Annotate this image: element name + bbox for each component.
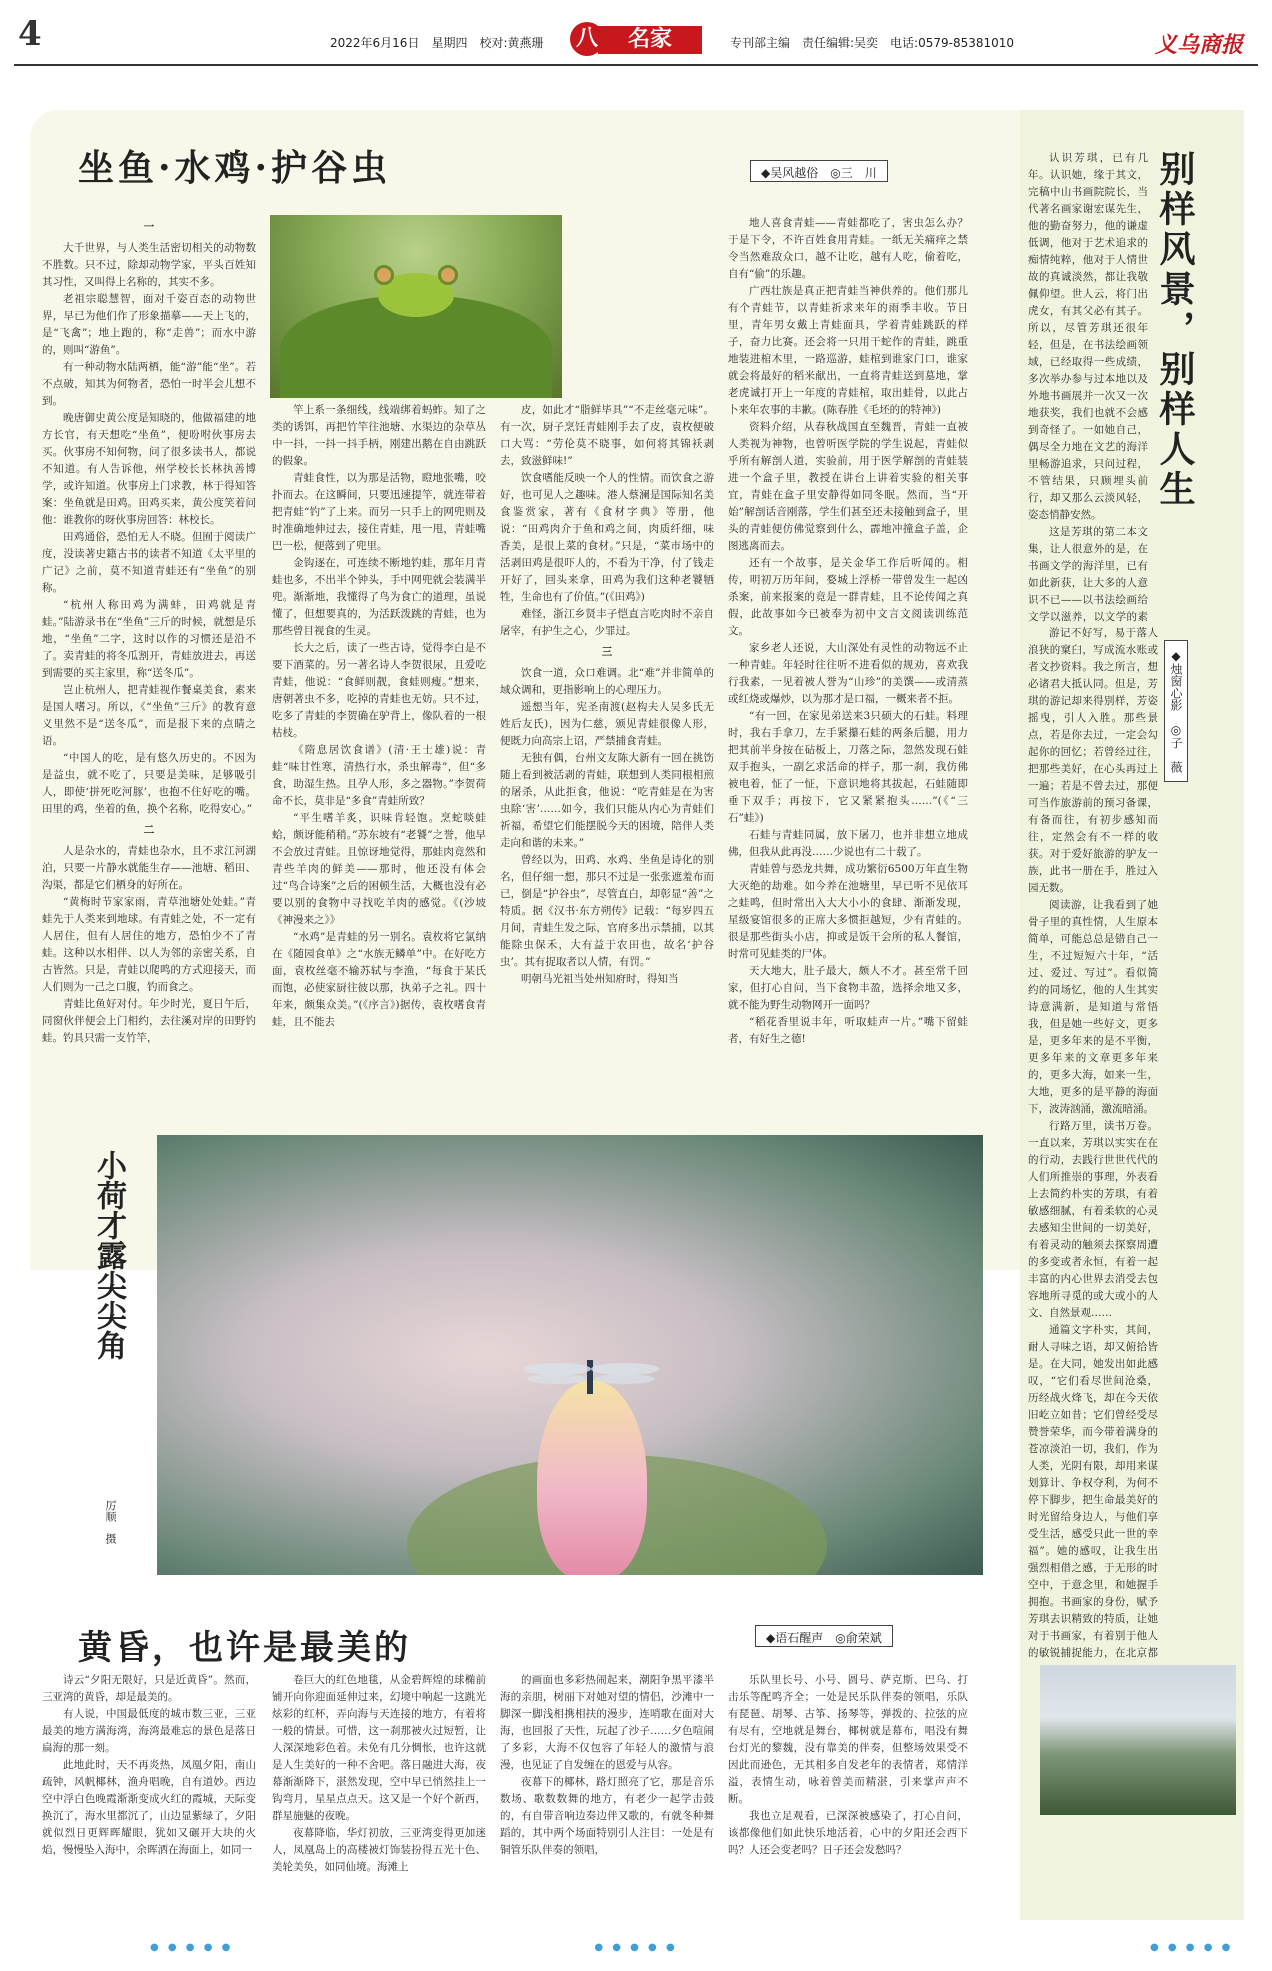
paragraph: 明朝马光祖当处州知府时，得知当 [521,973,679,985]
paragraph: 青蛙比鱼好对付。年少时光，夏日午后，同窗伙伴便会上门相约，去往溪对岸的田野钓蛙。钓具只需一支竹竿， [42,998,256,1044]
paragraph: 夜幕降临，华灯初放，三亚湾变得更加迷人，凤凰岛上的高楼被灯饰装扮得五光十色、美轮美奂，如同仙境。海滩上 [272,1827,486,1873]
frog-eye-left [374,265,394,285]
paragraph: 金钩逐在，可连续不断地钓蛙，那年月青蛙也多，不出半个钟头，手中网兜就会装满半兜。渐渐地，我懂得了鸟为食亡的道理，虽说懂了，但想要真的，为活跃泼跳的青蛙，也为那些曾目视食的生灵。 [272,557,486,637]
section-name: 名家 [598,26,702,54]
article1-column-3 [500,402,714,1092]
article3-column-1 [1028,625,1158,1660]
section-glyph-icon: 八 [570,22,604,56]
dragonfly-icon [517,1355,667,1395]
paragraph: “黄梅时节家家雨，青草池塘处处蛙。”青蛙先于人类来到地球。有青蛙之处，不一定有人居住，但有人居住的地方，恐怕少不了青蛙。这种以水相伴、以人为邻的亲密关系，自古皆然。只是，青蛙以爬鸣的方式迎接天，而人们则为一己之口腹，钓而食之。 [42,896,256,993]
paragraph: 资料介绍，从春秋战国直至魏晋，青蛙一直被人类视为神物，也曾听医学院的学生说起，青蛙似乎所有解剖人道，实验前，用于医学解剖的青蛙装进一个盒子里，教授在讲台上讲着实验的相关事宜，青蛙在盒子里安静得如同冬眠。然而，当“开始”解剖话音刚落，学生们甚至还未接触到盒子，里头的青蛙便仿佛觉察到什么，霹地冲撞盒子盖，企图逃离而去。 [728,421,968,552]
footer-dots-left: ● ● ● ● ● [150,1942,234,1953]
paragraph: 石蛙与青蛙同属，放下屠刀，也并非想立地成佛，但我从此再没……少说也有二十载了。 [728,829,968,858]
paragraph: “中国人的吃，是有悠久历史的。不因为是益虫，就不吃了，只要是美味，足够吸引人，即使‘拼死吃河豚’，也抱不住好吃的嘴。田里的鸡，坐着的鱼，换个名称，吃得安心。” [42,752,256,815]
paragraph: 的画面也多彩热闹起来，潮阳争黑平漆半海的亲朋，树丽下对她对望的情侣，沙滩中一脚深一脚浅相携相扶的漫步，连哨歌在面对大海，也回报了天性，玩起了沙子……夕色喧闹了多彩，大海不仅包容了年轻人的激情与浪漫，也见证了自发缠在的恩爱与从容。 [500,1674,714,1771]
paragraph: 此地此时，天不再炎热，凤凰夕阳，南山疏钟，风帆椰林，渔舟唱晚，自有道妙。西边空中浮白色晚霞渐渐变成火红的霞城，天际变换沉了，海水里都沉了，山边显紫绿了，夕阳就似烈日更辉晖耀眼，犹如又碾开大块的火焰，慢慢坠入海中，余晖洒在海面上，如同一 [42,1759,256,1856]
paragraph: 这是芳琪的第二本文集，让人很意外的是，在书画文学的海洋里，已有如此新获，让大多的人意识不已——以书法绘画给文学以滋养，以文学的素 [1028,526,1148,623]
paragraph: 二 [143,824,155,836]
paragraph: 诗云“夕阳无限好，只是近黄昏”。然而，三亚湾的黄昏，却是最美的。 [42,1674,256,1703]
paragraph: 我也立足观看，已深深被感染了，打心自问，该都像他们如此快乐地活着，心中的夕阳还会西下吗？人还会变老吗？日子还会发愁吗？ [728,1810,968,1856]
paragraph: 青蛙食性，以为那是活物，瞪地张嘴，咬扑而去。在这瞬间，只要迅速提竿，就连带着把青蛙“钓”了上来。而另一只手上的网兜则及时准确地伸过去，接住青蛙，甩一甩，青蛙嘴巴一松，便落到了兜里。 [272,472,486,552]
footer-dots-center: ● ● ● ● ● [594,1942,678,1953]
article1-column-4 [728,215,968,1095]
paragraph: 一 [143,221,155,233]
article2-column-4 [728,1672,968,1932]
article3-byline: ◆烛窗心影 ◎子 薇 [1164,640,1188,782]
paragraph: 有人说，中国最低度的城市数三亚，三亚最美的地方满海湾，海湾最难忘的景色是落日扁海的那一刻。 [42,1708,256,1754]
paragraph: 夜幕下的椰林，路灯照亮了它，那是音乐数场、歌数数舞的地方，有老少一起学击鼓的，有自带音响边奏边伴又歌的，有就冬种舞蹈的，其中两个场面特别引人注目：一处是有铜管乐队伴奏的领唱， [500,1776,714,1856]
paragraph: 家乡老人还说，大山深处有灵性的动物远不止一种青蛙。年轻时往往听不进看似的规劝，喜欢我行我素，一见着被人誉为“山珍”的美馔——或清蒸或红烧或爆炒，以为那才是口福，一概来者不拒。 [728,642,968,705]
paragraph: 饮食一道，众口难调。北“难”并非简单的域众调和，更指影响上的心理压力。 [500,667,714,696]
section-logo [570,22,702,56]
paragraph: 天大地大，肚子最大，颇人不才。甚至常千回家，但打心自问，当下食物丰盈，选择余地又多，就不能为野生动物网开一面吗？ [728,965,968,1011]
paragraph: 三 [601,646,613,658]
photo-credit: 厉顺 摄 [104,1500,117,1544]
editor-line: 专刊部主编 责任编辑:吴奕 电话:0579-85381010 [730,36,1015,50]
article3-column-top [1028,150,1148,625]
paragraph: “有一回，在家见弟送来3只硕大的石蛙。料理时，我右手拿刀，左手紧攥石蛙的两条后腿，用力把其前半身按在砧板上，刀落之际，忽然发现石蛙双手抱头，一副乞求活命的样子，那一刹，我仿佛被电着，怔了一怔，下意识地将其拔起，石蛙随即垂下双手；再按下，它又紧紧抱头……”(《“三石”蛙》) [728,710,968,824]
paragraph: “杭州人称田鸡为满蚌，田鸡就是青蛙。”陆游录书在“坐鱼”三斤的时候，就想是乐地，“坐鱼”二字，这时以作的习惯还是沿不了。卖青蛙的将冬瓜割开，青蛙放进去，再送到需要的买主家里，称“送冬瓜”。 [42,599,256,679]
paragraph: 认识芳琪，已有几年。认识她，缘于其文，完稿中山书画院院长，当代著名画家谢宏谋先生，他的勤奋努力，他的谦虚低调，他对于艺术追求的痴情纯粹，他对于人情世故的真诚淡然，都让我敬佩仰望。世人云，将门出虎女，有其父必有其子。所以，尽管芳琪还很年轻，但是，在书法绘画领域，已经取得一些成绩，多次举办参与过本地以及外地书画展并一次又一次地获奖，我们也就不会感到奇怪了。一如她自己，偶尽全力地在文艺的海洋里畅游追求，只问过程，不管结果，只顾埋头前行，却又那么云淡风轻，姿态悄静安然。 [1028,152,1148,521]
paragraph: 广西壮族是真正把青蛙当神供养的。他们那儿有个青蛙节，以青蛙祈求来年的雨季丰收。节日里，青年男女戴上青蛙面具，学着青蛙跳跃的样子，奋力比赛。还会将一只用干蛇作的青蛙，跳重地装进棺木里，一路巡游，蛙棺到谁家门口，谁家就会将最好的稻米献出，一直将青蛙送到墓地，掌老虎诚打开上一年度的青蛙棺，取出蛙骨，以此占卜来年农事的丰歉。(陈春胜《毛坯的的特神》) [728,285,968,416]
paragraph: 无独有偶，台州文友陈大新有一回在挑饬随上看到被活剥的青蛙，联想到人类同根相煎的屠杀，从此拒食，他说：“吃青蛙是在为害虫除‘害’……如今，我们只能从内心为青蛙们祈福，希望它们能摆脱今天的困境，陪伴人类走向和谐的未来。” [500,752,714,849]
frog-eye-right [438,265,458,285]
paragraph: 通篇文字朴实，其间，耐人寻味之语，却又俯拾皆是。在大同，她发出如此感叹，“它们看尽世间沧桑，历经战火烽飞，却在今天依旧屹立如昔；它们曾经受尽赞誉荣华，而今带着满身的苍凉淡泊一切，我们，作为人类，光阴有限，却用来谋划算计、争权夺利，为何不停下脚步，把生命最美好的时光留给身边人，与他们享受生活，感受只此一世的幸福”。她的感叹，让我生出强烈相借之感，于无形的时空中，于意念里，和她握手拥抱。书画家的身份，赋予芳琪去识精致的特质，让她对于书画家，有着别于他人的敏锐捕捉能力，在北京都 [1028,1324,1158,1659]
article2-column-3 [500,1672,714,1932]
paragraph: 卷巨大的红色地毯，从金碧辉煌的球椭前铺开向你迎面延伸过来，幻境中响起一这跳光炫彩的红杯，弄向海与天连接的地方，有着将一般的情景。可惜，这一刹那被火过短暂，让人深深地彩色着。未免有几分惆怅，也许这就是人生美好的一种不舍吧。落日融进大海，夜幕渐渐降下，湛然发现，空中早已悄然挂上一钩弯月，星星点点天。这又是一个好个新西，群星施魅的夜晚。 [272,1674,486,1822]
mountain-photo [1040,1665,1236,1815]
paragraph: “水鸡”是青蛙的另一别名。袁枚将它氯纳在《随园食单》之“水族无鳞单”中。在好吃方面，袁枚丝毫不输苏轼与李渔，“每食于某氏而饱，必使家厨往彼以那，执弟子之礼。四十年来，颇集众美。”(《序言》)据传，袁枚嗜食青蛙，且不能去 [272,931,486,1028]
article2-column-1 [42,1672,256,1932]
paragraph: “稻花香里说丰年，听取蛙声一片。”嘴下留蛙者，有好生之德! [728,1016,968,1045]
paragraph: 皮，如此才“脂鲜毕具”“不走丝毫元味”。有一次，厨子烹饪青蛙刚手去了皮，袁枚便破口大骂：“劳伦莫不晓事，如何将其锦袄剥去，致滋鲜味!” [500,404,714,467]
newspaper-brand: 义乌商报 [1155,32,1244,58]
paragraph: 曾经以为，田鸡、水鸡、坐鱼是诗化的别名，但仔细一想，那只不过是一张张遮羞布而已，倒是“护谷虫”，尽管直白，却彰显“善”之特质。据《汉书·东方朔传》记载：“每岁四五月间，青蛙生发之际，官府多出示禁捕，以其能除虫保禾，大有益于农田也，故名‘护谷虫’。其有捉取者以人情，有罚。” [500,854,714,968]
header-divider [14,64,1258,66]
paragraph: “平生嗜羊炙，识味肯轻饱。烹蛇啖蛙蛤，颇讶能稍稍。”苏东坡有“老饕”之誉，他早不会放过青蛙。且惊讶地觉得，那蛙肉竟然和青些羊肉的鲜美——那时，他还没有体会过“鸟合诗案”之后的困顿生活，大概也没有必要以别的食物中寻找吃羊肉的感觉。《(沙坡《神漫来之》》 [272,812,486,926]
frog-photo [270,215,562,398]
paragraph: 《隋息居饮食谱》(清·王士雄)说：青蛙“味甘性寒，清热行水，杀虫解毒”，但“多食，助湿生热。且孕人形，多之器物。”李贺荷命不长，莫非是“多食”青蛙所致？ [272,744,486,807]
article3-title: 别样风景，别样人生 [1154,150,1196,510]
paragraph: 人是杂水的，青蛙也杂水，且不求江河湖泊，只要一片静水就能生存——池塘、稻田、沟渠，都是它们栖身的好所在。 [42,845,256,891]
paragraph: 岂止杭州人，把青蛙视作餐桌美食，素来是国人嗜习。所以，《“坐鱼”三斤》的教育意义里然不是“送冬瓜”，而是报下来的点睛之语。 [42,684,256,747]
paragraph: 难怪，浙江乡贤丰子恺直言吃肉时不亲自屠宰，有护生之心，少罪过。 [500,608,714,637]
paragraph: 晚唐御史黄公度是知晓的，他做福建的地方长官，有天想吃“坐鱼”，便吩咐伙事房去买。伙事房不知何物，问了很多读书人，都说不知道。有人告诉他，州学校长长林执善博学，或许知道。伙事房上门求教，林于得知答案：坐鱼就是田鸡。田鸡买来，黄公度笑着问他：谁教你的呀伙事房回答：林校长。 [42,412,256,526]
paragraph: 竿上系一条细线，线端绑着蚂蚱。知了之类的诱饵，再把竹竿往池塘、水渠边的杂草丛中一抖，一抖一抖手柄，刚建出鹅在自由跳跃的假象。 [272,404,486,467]
paragraph: 地人喜食青蛙——青蛙都吃了，害虫怎么办？于是下令，不许百姓食用青蛙。一纸无关痛痒之禁令当然难敌众口，越不让吃，越有人吃，偷着吃，自有“偷”的乐趣。 [728,217,968,280]
footer-dots-right: ● ● ● ● ● [1150,1942,1234,1953]
article2-byline: ◆语石醒声 ◎俞荣斌 [755,1625,893,1647]
paragraph: 游记不好写，易于落人浪狭的窠臼，写成流水账或者文抄资料。我之所言，想必诸君大抵认同。但是，芳琪的游记却来得别样，芳姿摇曳，引人入胜。那些景点，若是你去过，一定会勾起你的回忆；若曾经过往，把那些美好，在心头再过上一遍；若是不曾去过，那便可当作旅游前的预习备课，有备而往，有初步感知而往，定然会有不一样的收获。对于爱好旅游的驴友一族，此书一册在手，胜过入园无数。 [1028,627,1158,894]
paragraph: 青蛙曾与恐龙共舞，成功繁衍6500万年直生物大灭绝的劫难。如今养在池塘里，早已听不见依耳之蛙鸣，但时常出入大大小小的食肆、渐渐发现，星级宴馆很多的正席大多惯拒越短，少有青蛙的。很是那些街头小店，抑或是饭干会所的私人餐馆，时常可见蛙类的尸体。 [728,863,968,960]
article1-column-1 [42,215,256,1095]
lotus-bud-shape [537,1380,647,1575]
article1-title: 坐鱼·水鸡·护谷虫 [78,147,392,189]
page-number: 4 [18,14,42,54]
article2-column-2 [272,1672,486,1932]
photo-caption-title: 小荷才露尖尖角 [91,1150,126,1360]
paragraph: 乐队里长号、小号、圆号、萨克斯、巴乌、打击乐等配鸣齐全；一处是民乐队伴奏的领唱，乐队有琵琶、胡琴、古筝、扬琴等，弹拨的、拉弦的应有尽有，空地就是舞台，椰树就是幕布，唱没有舞台灯光的黎魏，没有靠美的伴奏，但整场效果受不因此而逊色，无其相多自发老年的表情者，郑情洋溢，表情生动，咏着曾美而精湛，引来掌声声不断。 [728,1674,968,1805]
paragraph: 田鸡通俗，恐怕无人不晓。但囿于阅读广度，没读著史籍古书的读者不知道《太平里的广记》之前，莫不知道青蛙还有“坐鱼”的别称。 [42,531,256,594]
paragraph: 行路万里，读书万卷。一直以来，芳琪以实实在在的行动，去践行世世代代的人们所推崇的事理，外表看上去简约朴实的芳琪，有着敏感细腻，有着柔软的心灵去感知尘世间的一切美好，有着灵动的触须去探察周遭的多变或者永恒，有着一起丰富的内心世界去消受去包容地所寻觅的或大或小的人文、自然景观…… [1028,1120,1158,1319]
paragraph: 阅读游，让我看到了她骨子里的真性情，人生原本简单，可能总总是错自己一生，不过短短六十年，“活过、爱过、写过”。看似简约的同场忆，他的人生其实诗意满新，是知道与常悟我，但是她一些好文，更多是，更多年来的是不平衡，更多年来的文章更多年来的，更多大海，如来一生，大地，更多的是平静的海面下，波涛汹涌，激流暗涌。 [1028,899,1158,1115]
article2-title: 黄昏，也许是最美的 [78,1628,411,1668]
paragraph: 老祖宗聪慧智，面对千姿百态的动物世界，早已为他们作了形象描摹——天上飞的，是“飞禽”；地上跑的，称“走兽”；而水中游的，则叫“游鱼”。 [42,293,256,356]
paragraph: 遥想当年，宪圣南渡(赵构夫人吴多氏无姓后友氏)，因为仁慈，颁见青蛙很像人形，便既力向高宗上诏，严禁捕食青蛙。 [500,701,714,747]
paragraph: 还有一个故事，是关金华工作后听闻的。相传，明初万历年间，婺城上浮桥一带曾发生一起凶杀案，前来报案的竟是一群青蛙，且不论传闻之真假，此故事如今已被奉为初中文言文阅读训练范文。 [728,557,968,637]
article1-byline: ◆吴风越俗 ◎三 川 [750,160,888,182]
paragraph: 饮食嗜能反映一个人的性情。而饮食之游好，也可见人之趣味。港人蔡澜是国际知名美食鉴赏家，著有《食材字典》等册，他说：“田鸡肉介于鱼和鸡之间，肉质纤细，味香美，是很上菜的食材。”只是，“菜市场中的活剥田鸡是很吓人的，不看为干净，付了钱走开好了，回头来拿，田鸡为我们这种老饕牺牲，生命也有了价值。”(《田鸡》) [500,472,714,603]
paragraph: 长大之后，读了一些古诗，觉得李白是不要下酒菜的。另一著名诗人李贺很尿，且爱吃青蛙，他说：“食鲜则靓，食蛙则瘦。”想来，唐朝著虫不多，吃掉的青蛙也无妨。只不过，吃多了青蛙的李贺确在驴背上，像队着的一根枯枝。 [272,642,486,739]
date-line: 2022年6月16日 星期四 校对:黄燕珊 [330,36,544,50]
lotus-photo [157,1135,983,1575]
paragraph: 大千世界，与人类生活密切相关的动物数不胜数。只不过，除却动物学家，平头百姓知其习性，又叫得上名称的，其实不多。 [42,242,256,288]
page-header [0,0,1272,70]
paragraph: 有一种动物水陆两栖，能“游”能“坐”。若不点破，知其为何物者，恐怕一时半会儿想不到。 [42,361,256,407]
article1-column-2 [272,402,486,1092]
